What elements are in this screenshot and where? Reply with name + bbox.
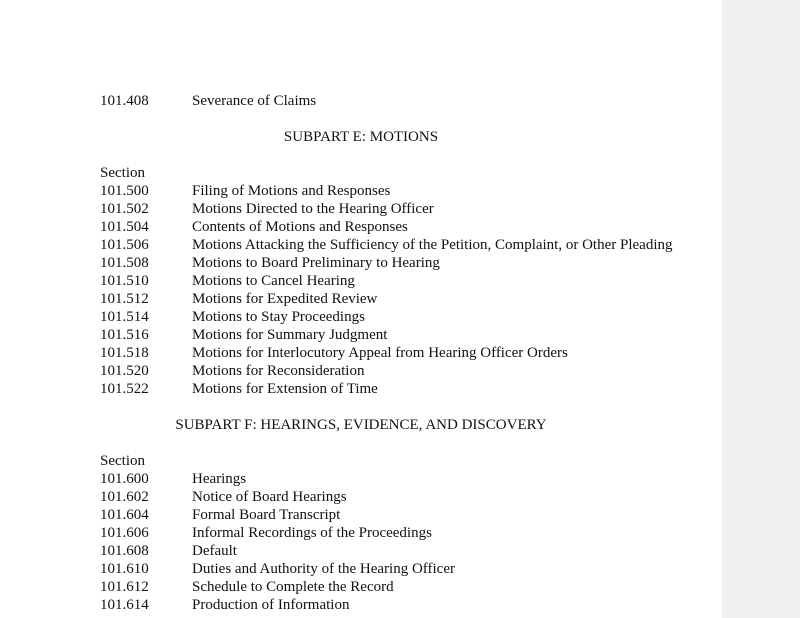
- section-number: 101.520: [100, 363, 149, 379]
- section-title: Contents of Motions and Responses: [192, 219, 408, 235]
- section-title: Motions to Stay Proceedings: [192, 309, 365, 325]
- section-number: 101.606: [100, 525, 149, 541]
- section-number: 101.604: [100, 507, 149, 523]
- section-title: Motions for Expedited Review: [192, 291, 378, 307]
- section-number: 101.504: [100, 219, 149, 235]
- section-column-label: Section: [100, 165, 145, 181]
- section-title: Motions for Extension of Time: [192, 381, 378, 397]
- section-title: Default: [192, 543, 237, 559]
- section-number: 101.614: [100, 597, 149, 613]
- section-number: 101.610: [100, 561, 149, 577]
- section-number: 101.600: [100, 471, 149, 487]
- section-title: Motions to Cancel Hearing: [192, 273, 355, 289]
- section-number: 101.522: [100, 381, 149, 397]
- section-number: 101.516: [100, 327, 149, 343]
- section-title: Schedule to Complete the Record: [192, 579, 394, 595]
- section-title: Informal Recordings of the Proceedings: [192, 525, 432, 541]
- section-number: 101.512: [100, 291, 149, 307]
- section-number: 101.500: [100, 183, 149, 199]
- section-number: 101.506: [100, 237, 149, 253]
- section-title: Duties and Authority of the Hearing Officer: [192, 561, 455, 577]
- section-title: Motions Directed to the Hearing Officer: [192, 201, 434, 217]
- subpart-heading: SUBPART E: MOTIONS: [283, 129, 439, 145]
- section-title: Motions for Interlocutory Appeal from Hearing Officer Orders: [192, 345, 568, 361]
- section-number: 101.602: [100, 489, 149, 505]
- section-column-label: Section: [100, 453, 145, 469]
- section-number: 101.502: [100, 201, 149, 217]
- section-title: Motions to Board Preliminary to Hearing: [192, 255, 440, 271]
- section-number: 101.514: [100, 309, 149, 325]
- section-number: 101.612: [100, 579, 149, 595]
- section-title: Motions Attacking the Sufficiency of the Petition, Complaint, or Other Pleading: [192, 237, 673, 253]
- section-number: 101.510: [100, 273, 149, 289]
- section-number: 101.408: [100, 93, 149, 109]
- section-title: Notice of Board Hearings: [192, 489, 347, 505]
- section-title: Formal Board Transcript: [192, 507, 341, 523]
- section-title: Motions for Reconsideration: [192, 363, 365, 379]
- section-number: 101.518: [100, 345, 149, 361]
- section-title: Hearings: [192, 471, 247, 487]
- section-title: Severance of Claims: [192, 93, 317, 109]
- section-title: Motions for Summary Judgment: [192, 327, 388, 343]
- subpart-heading: SUBPART F: HEARINGS, EVIDENCE, AND DISCOVERY: [175, 417, 547, 433]
- section-title: Filing of Motions and Responses: [192, 183, 391, 199]
- section-number: 101.508: [100, 255, 149, 271]
- section-number: 101.608: [100, 543, 149, 559]
- section-title: Production of Information: [192, 597, 350, 613]
